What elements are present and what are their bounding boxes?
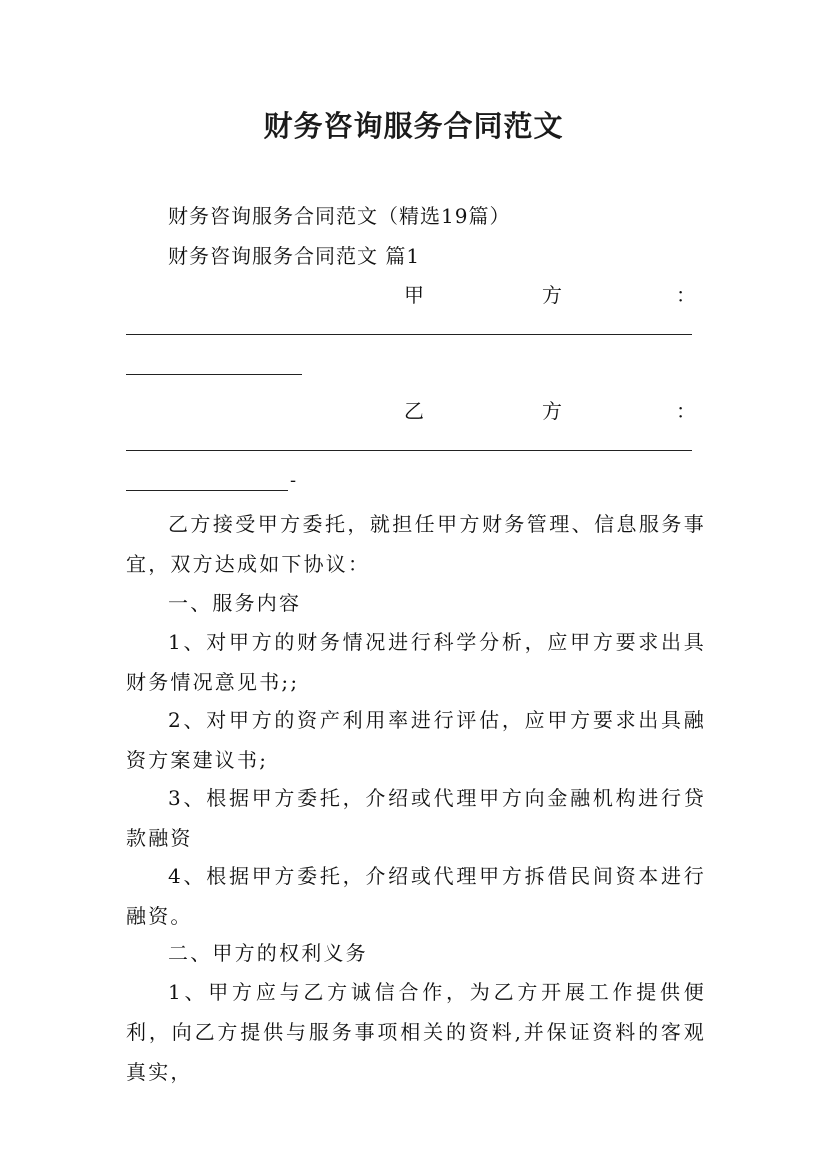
party-b-char2: 方 <box>542 399 562 423</box>
paragraph-service-4: 4、根据甲方委托，介绍或代理甲方拆借民间资本进行融资。 <box>126 864 706 928</box>
heading-service-content: 一、服务内容 <box>168 591 302 615</box>
party-b-blank-line-1 <box>126 450 692 451</box>
party-a-char2: 方 <box>542 283 562 307</box>
document-subtitle: 财务咨询服务合同范文（精选19篇） <box>168 204 511 228</box>
party-b-colon: ： <box>676 399 696 423</box>
party-b-char1: 乙 <box>404 399 424 423</box>
party-a-blank-line-2 <box>126 374 302 375</box>
party-a-blank-line-1 <box>126 334 692 335</box>
document-title: 财务咨询服务合同范文 <box>263 109 564 143</box>
paragraph-service-3: 3、根据甲方委托，介绍或代理甲方向金融机构进行贷款融资 <box>126 786 706 850</box>
paragraph-intro: 乙方接受甲方委托，就担任甲方财务管理、信息服务事宜，双方达成如下协议： <box>126 512 706 576</box>
party-b-trailing-mark: - <box>290 470 297 491</box>
paragraph-service-2: 2、对甲方的资产利用率进行评估，应甲方要求出具融资方案建议书; <box>126 708 706 772</box>
heading-party-a-rights: 二、甲方的权利义务 <box>168 941 368 965</box>
section-heading: 财务咨询服务合同范文 篇1 <box>168 244 421 268</box>
party-a-colon: ： <box>676 283 696 307</box>
paragraph-party-a-rights-1: 1、甲方应与乙方诚信合作，为乙方开展工作提供便利，向乙方提供与服务事项相关的资料,并保证资料的客观真实， <box>126 980 706 1084</box>
paragraph-service-1: 1、对甲方的财务情况进行科学分析，应甲方要求出具财务情况意见书;; <box>126 630 706 694</box>
party-b-blank-line-2 <box>126 490 288 491</box>
party-a-char1: 甲 <box>404 283 424 307</box>
